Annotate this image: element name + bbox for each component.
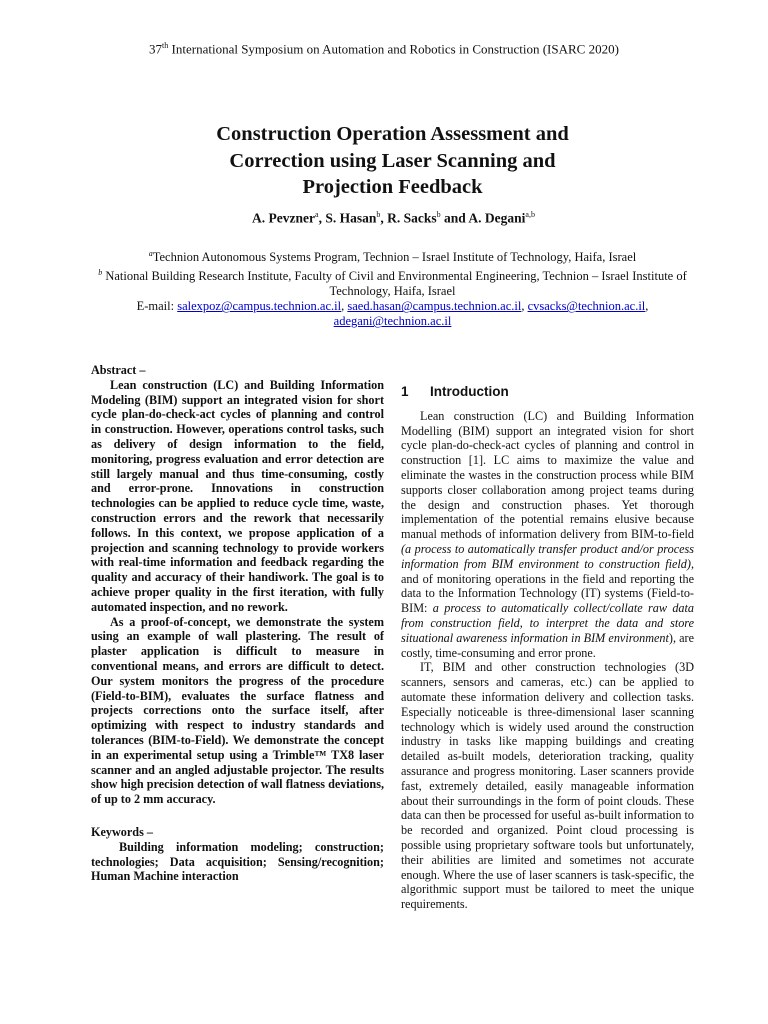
author-sup: b xyxy=(376,210,381,219)
intro-paragraph-1 xyxy=(401,409,694,661)
keywords-heading: Keywords – xyxy=(91,824,153,839)
paper-title xyxy=(150,121,635,201)
intro-p1-text-c: ), are costly, time-consuming and error prone. xyxy=(401,630,695,660)
author-sep: , xyxy=(318,210,326,226)
intro-paragraph-2: IT, BIM and other construction technologies (3D scanners, sensors and cameras, etc.) can be applied to automate these information delivery and collection tasks. Especially noticeable is three-dimensional laser scanning technology which is widely used around the construction industry in tasks like mapping buildings and creating detailed as-built models, deterioration tracking, quality assurance and progress monitoring. Laser scanners provide fast, extremely detailed, easily manageable information about their surroundings in the form of point clouds. These data can then be processed for useful as-built information to be recorded and organized. Point cloud processing is possible using proprietary software tools but unfortunately, their abilities are limited and sometimes not accurate enough. Where the use of laser scanners is task-specific, the algorithmic support must be tailored to meet the unique requirements. xyxy=(401,660,694,912)
email-link[interactable]: cvsacks@technion.ac.il xyxy=(527,299,646,314)
affiliation-b-sup: b xyxy=(98,268,103,278)
abstract-heading: Abstract – xyxy=(91,363,146,377)
abstract-paragraph-2: As a proof-of-concept, we demonstrate the system using an example of wall plastering. The result of plaster application is difficult to measure in conventional means, and errors are difficult to detect. Our system monitors the progress of the procedure (Field-to-BIM), evaluates the surface flatness and projects corrections onto the surface itself, after optimizing with respect to industry standards and tolerances (BIM-to-Field). We demonstrate the concept in an experimental setup using a Trimble™ TX8 laser scanner and an angled adjustable projector. The results show high precision detection of wall flatness deviations, of up to 2 mm accuracy. xyxy=(91,614,384,807)
intro-p1-italic-2: a process to automatically collect/collate raw data from construction field, to interpret the data and store situational awareness information in BIM environment xyxy=(401,601,694,645)
affiliation-b xyxy=(80,265,705,299)
email-link[interactable]: salexpoz@campus.technion.ac.il xyxy=(177,299,342,314)
right-column xyxy=(401,385,694,912)
intro-p1-text-b: , and of monitoring operations in the field and reporting the data to the Information Technology (IT) systems (Field-to-BIM: xyxy=(401,556,694,616)
author-name: A. Degani xyxy=(468,210,526,226)
author-name: A. Pevzner xyxy=(252,210,316,226)
intro-p1-text-a: Lean construction (LC) and Building Information Modelling (BIM) support an integrated vision for short cycle plan-do-check-act cycles of planning and control in construction [1]. LC aims to maximize the value and eliminate the wastes in the construction process while BIM supports closer collaboration among project teams during the design and construction phases. Yet thorough implementation of the potential remains elusive because manual methods of information delivery from BIM-to-field xyxy=(401,408,694,542)
title-line-3: Projection Feedback xyxy=(302,176,483,198)
header-sup: th xyxy=(162,41,169,50)
affiliations xyxy=(80,246,705,329)
author-name: S. Hasan xyxy=(325,210,377,226)
email-line: E-mail: salexpoz@campus.technion.ac.il, saed.hasan@campus.technion.ac.il, cvsacks@technion.ac.il, adegani@technion.ac.il xyxy=(136,299,649,329)
email-label: E-mail: xyxy=(136,299,178,314)
email-link[interactable]: saed.hasan@campus.technion.ac.il xyxy=(347,299,522,314)
section-number: 1 xyxy=(401,384,409,399)
affiliation-a xyxy=(80,246,705,265)
intro-p1-italic-1: (a process to automatically transfer product and/or process information from BIM environment to construction field) xyxy=(401,541,694,571)
author-list xyxy=(0,210,768,227)
section-heading xyxy=(401,385,694,400)
author-sep: and xyxy=(440,210,469,226)
section-title: Introduction xyxy=(430,384,509,399)
email-link[interactable]: adegani@technion.ac.il xyxy=(333,314,452,329)
author-sup: a,b xyxy=(525,210,535,219)
affiliation-a-text: Technion Autonomous Systems Program, Technion – Israel Institute of Technology, Haifa, Israel xyxy=(152,250,637,265)
title-line-2: Correction using Laser Scanning and xyxy=(229,149,556,172)
author-name: R. Sacks xyxy=(387,210,437,226)
author-sep: , xyxy=(380,210,388,226)
header-prefix: 37 xyxy=(149,41,163,57)
author-sup: b xyxy=(436,210,441,219)
abstract-paragraph-1: Lean construction (LC) and Building Information Modeling (BIM) support an integrated vision for short cycle plan-do-check-act cycles of planning and control in construction. However, operations control tasks, such as delivery of design information to the field, monitoring, progress evaluation and error detection are still largely manual and thus time-consuming, costly and error-prone. Innovations in construction technologies can be applied to reduce cycle time, waste, construction errors and the rework that necessarily follows. In this context, we propose application of a projection and scanning technology to provide workers with real-time information and feedback regarding the quality and accuracy of their handiwork. The goal is to achieve proper quality in the first iteration, with fully automated inspection, and no rework. xyxy=(91,377,384,614)
left-column xyxy=(91,363,384,884)
header-text: International Symposium on Automation and Robotics in Construction (ISARC 2020) xyxy=(168,41,619,57)
keywords-text: Building information modeling; construction; technologies; Data acquisition; Sensing/recognition; Human Machine interaction xyxy=(91,839,384,884)
title-line-1: Construction Operation Assessment and xyxy=(216,123,569,145)
conference-header xyxy=(0,41,768,57)
author-sup: a xyxy=(315,210,319,219)
affiliation-a-sup: a xyxy=(148,249,153,258)
affiliation-b-text: National Building Research Institute, Faculty of Civil and Environmental Engineering, Technion – Israel Institute of Technology, Haifa, Israel xyxy=(102,269,687,299)
